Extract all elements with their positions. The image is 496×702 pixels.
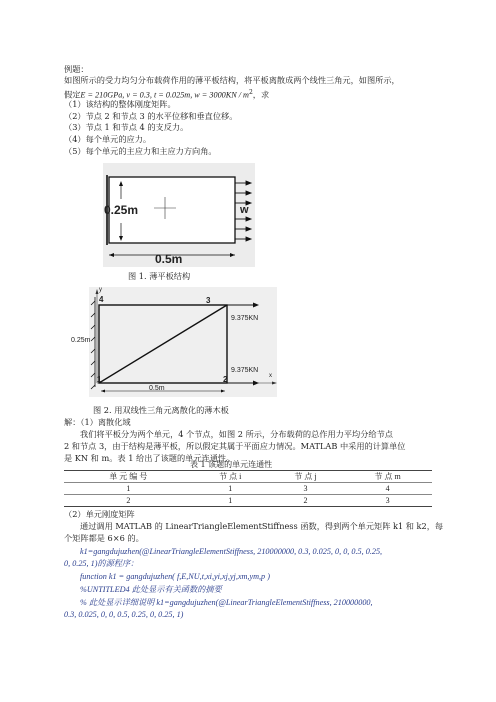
stiffness-para-line-1: 通过调用 MATLAB 的 LinearTriangleElementStiffness 函数，得到两个单元矩阵 k1 和 k2，每: [80, 521, 444, 531]
solution-para-line-2: 2 和节点 3，由于结构是薄平板，所以假定其属于平面应力情况。MATLAB 中采用的计算单位: [64, 441, 406, 451]
code-comment-3: 0.3, 0.025, 0, 0, 0.5, 0.25, 0, 0.25, 1): [64, 610, 184, 619]
table-1-caption: 表 1 该题的单元连通性: [190, 460, 273, 469]
element-connectivity-table: [64, 470, 432, 507]
solution-step-1: 解：（1）离散化域: [64, 417, 131, 427]
fig2-width-label: 0.5m: [149, 385, 165, 392]
solution-step-2: （2）单元刚度矩阵: [64, 509, 135, 519]
figure-2-caption: 图 2. 用双线性三角元离散化的薄木板: [93, 405, 229, 415]
node-4-label: 4: [99, 295, 104, 304]
problem-line-1: 如图所示的受力均匀分布载荷作用的薄平板结构，将平板离散成两个线性三角元，如图所示，: [64, 75, 400, 85]
table-cell: 2: [64, 495, 193, 507]
solution-para-line-1: 我们将平板分为两个单元，4 个节点，如图 2 所示，分布载荷的总作用力平均分给节点: [80, 429, 393, 439]
table-row: [64, 483, 432, 495]
code-function-signature: function k1 = gangdujuzhen( f,E,NU,t,xi,yi,xj,yj,xm,ym,p ): [80, 572, 270, 581]
figure-1-caption: 图 1. 薄平板结构: [128, 271, 191, 281]
problem-line-2: 假定E = 210GPa, v = 0.3, t = 0.025m, $w = 3000KN / m^2$，求: [64, 89, 270, 100]
code-call-line-1: k1=gangdujuzhen(@LinearTriangleElementStiffness, 210000000, 0.3, 0.025, 0, 0, 0.5, 0.25,: [80, 547, 383, 556]
task-5: （5）每个单元的主应力和主应力方向角。: [64, 146, 217, 156]
figure-1: [103, 163, 255, 267]
find-label: ，求: [252, 89, 270, 100]
fig2-load-bottom: 9.375KN: [231, 367, 259, 374]
fig2-y-axis-label: y: [99, 287, 102, 293]
table-header-row: [64, 471, 432, 483]
stiffness-para-line-2: 个矩阵都是 6×6 的。: [64, 533, 144, 543]
task-4: （4）每个单元的应力。: [64, 134, 152, 144]
code-call-line-2: 0, 0.25, 1)的源程序：: [64, 559, 139, 568]
table-cell: 3: [268, 483, 343, 495]
table-cell: 2: [268, 495, 343, 507]
code-comment-2: % 此处显示详细说明 k1=gangdujuzhen(@LinearTriangleElementStiffness, 210000000,: [80, 598, 373, 607]
table-cell: 4: [343, 483, 432, 495]
node-1-label: 1: [97, 375, 102, 384]
node-2-label: 2: [223, 375, 228, 384]
fig2-height-label: 0.25m: [71, 337, 91, 344]
given-label: 假定: [64, 89, 81, 100]
fig2-x-axis-label: x: [269, 373, 272, 379]
fig2-load-top: 9.375KN: [231, 315, 259, 322]
solution-para-line-3: 是 KN 和 m。表 1 给出了该题的单元连通性。: [64, 453, 235, 463]
triangle-mesh-diagram: [89, 287, 277, 397]
fig1-load-label: w: [240, 204, 249, 216]
fig1-height-label: 0.25m: [104, 203, 139, 217]
table-cell: 1: [64, 483, 193, 495]
task-1: （1）该结构的整体刚度矩阵。: [64, 99, 176, 109]
task-2: （2）节点 2 和节点 3 的水平位移和垂直位移。: [64, 111, 238, 121]
figure-2: [71, 287, 277, 397]
table-cell: 1: [193, 483, 268, 495]
table-cell: 3: [343, 495, 432, 507]
table-cell: 1: [193, 495, 268, 507]
example-heading: 例题：: [64, 64, 89, 74]
fig1-width-label: 0.5m: [155, 252, 183, 266]
node-3-label: 3: [206, 296, 211, 305]
table-header-cell: 单 元 编 号: [64, 471, 193, 483]
table-row: [64, 495, 432, 507]
code-comment-1: %UNTITLED4 此处显示有关函数的摘要: [80, 585, 222, 594]
table-header-cell: 节 点 i: [193, 471, 268, 483]
task-3: （3）节点 1 和节点 4 的支反力。: [64, 122, 189, 132]
given-parameters: E = 210GPa, v = 0.3, t = 0.025m, w = 3000KN / m: [80, 90, 249, 100]
table-header-cell: 节 点 j: [268, 471, 343, 483]
table-header-cell: 节 点 m: [343, 471, 432, 483]
